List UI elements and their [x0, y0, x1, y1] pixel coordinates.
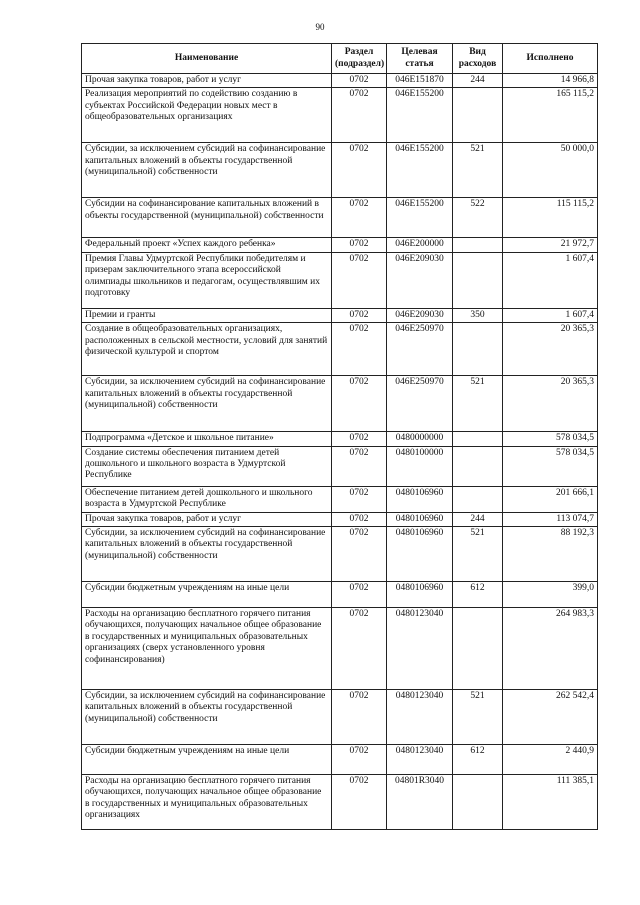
row-amount: 578 034,5	[503, 446, 598, 486]
row-name: Субсидии на софинансирование капитальных вложений в объекты государственной (муниципальной) собственности	[82, 198, 332, 238]
row-target: 0480123040	[387, 689, 453, 744]
row-section: 0702	[332, 198, 387, 238]
table-row	[82, 446, 598, 486]
header-section: Раздел (подраздел)	[332, 44, 387, 74]
table-row	[82, 88, 598, 143]
row-section: 0702	[332, 376, 387, 432]
table-row	[82, 198, 598, 238]
row-type	[453, 446, 503, 486]
row-target: 046E209030	[387, 308, 453, 322]
row-amount: 201 666,1	[503, 486, 598, 512]
table-row	[82, 323, 598, 376]
row-name: Субсидии, за исключением субсидий на софинансирование капитальных вложений в объекты государственной (муниципальной) собственности	[82, 526, 332, 581]
row-section: 0702	[332, 74, 387, 88]
row-name: Субсидии, за исключением субсидий на софинансирование капитальных вложений в объекты государственной (муниципальной) собственности	[82, 689, 332, 744]
row-target: 0480106960	[387, 512, 453, 526]
table-row	[82, 486, 598, 512]
row-amount: 113 074,7	[503, 512, 598, 526]
row-section: 0702	[332, 689, 387, 744]
row-type: 521	[453, 526, 503, 581]
row-name: Прочая закупка товаров, работ и услуг	[82, 512, 332, 526]
row-type	[453, 323, 503, 376]
row-type	[453, 252, 503, 308]
row-target: 0480123040	[387, 607, 453, 689]
row-amount: 1 607,4	[503, 308, 598, 322]
row-target: 046E155200	[387, 88, 453, 143]
row-amount: 399,0	[503, 581, 598, 607]
row-type	[453, 238, 503, 252]
row-amount: 115 115,2	[503, 198, 598, 238]
row-section: 0702	[332, 323, 387, 376]
budget-execution-table	[81, 43, 598, 830]
row-type	[453, 486, 503, 512]
row-section: 0702	[332, 581, 387, 607]
row-target: 046E209030	[387, 252, 453, 308]
row-target: 0480100000	[387, 446, 453, 486]
row-type	[453, 774, 503, 829]
row-amount: 2 440,9	[503, 744, 598, 774]
row-target: 0480106960	[387, 486, 453, 512]
row-target: 0480106960	[387, 526, 453, 581]
row-amount: 88 192,3	[503, 526, 598, 581]
row-name: Обеспечение питанием детей дошкольного и школьного возраста в Удмуртской Республике	[82, 486, 332, 512]
row-amount: 20 365,3	[503, 376, 598, 432]
table-row	[82, 308, 598, 322]
row-type: 612	[453, 744, 503, 774]
table-row	[82, 432, 598, 446]
row-type: 350	[453, 308, 503, 322]
row-amount: 21 972,7	[503, 238, 598, 252]
table-row	[82, 512, 598, 526]
row-name: Премии и гранты	[82, 308, 332, 322]
row-amount: 50 000,0	[503, 143, 598, 198]
table-row	[82, 238, 598, 252]
table-row	[82, 143, 598, 198]
row-amount: 1 607,4	[503, 252, 598, 308]
row-name: Субсидии, за исключением субсидий на софинансирование капитальных вложений в объекты государственной (муниципальной) собственности	[82, 376, 332, 432]
row-name: Субсидии бюджетным учреждениям на иные цели	[82, 581, 332, 607]
row-name: Создание в общеобразовательных организациях, расположенных в сельской местности, условий для занятий физической культурой и спортом	[82, 323, 332, 376]
row-type: 521	[453, 143, 503, 198]
row-section: 0702	[332, 446, 387, 486]
table-row	[82, 526, 598, 581]
row-type	[453, 432, 503, 446]
row-name: Подпрограмма «Детское и школьное питание»	[82, 432, 332, 446]
row-target: 04801R3040	[387, 774, 453, 829]
row-name: Расходы на организацию бесплатного горячего питания обучающихся, получающих начальное общее образование в государственных и муниципальных образовательных организациях	[82, 774, 332, 829]
row-section: 0702	[332, 143, 387, 198]
table-header-row	[82, 44, 598, 74]
row-target: 0480123040	[387, 744, 453, 774]
table-row	[82, 607, 598, 689]
row-target: 046E151870	[387, 74, 453, 88]
table-row	[82, 774, 598, 829]
row-section: 0702	[332, 744, 387, 774]
header-name: Наименование	[82, 44, 332, 74]
row-name: Премия Главы Удмуртской Республики победителям и призерам заключительного этапа всероссийской олимпиады школьников и педагогам, осуществлявшим их подготовку	[82, 252, 332, 308]
row-section: 0702	[332, 432, 387, 446]
row-type	[453, 88, 503, 143]
row-amount: 578 034,5	[503, 432, 598, 446]
row-target: 046E155200	[387, 143, 453, 198]
row-name: Субсидии, за исключением субсидий на софинансирование капитальных вложений в объекты государственной (муниципальной) собственности	[82, 143, 332, 198]
table-row	[82, 689, 598, 744]
table-row	[82, 74, 598, 88]
header-type: Вид расходов	[453, 44, 503, 74]
row-name: Субсидии бюджетным учреждениям на иные цели	[82, 744, 332, 774]
row-section: 0702	[332, 486, 387, 512]
row-name: Реализация мероприятий по содействию созданию в субъектах Российской Федерации новых мест в общеобразовательных организациях	[82, 88, 332, 143]
row-target: 046E250970	[387, 376, 453, 432]
row-amount: 20 365,3	[503, 323, 598, 376]
row-target: 046E200000	[387, 238, 453, 252]
row-name: Прочая закупка товаров, работ и услуг	[82, 74, 332, 88]
row-type: 244	[453, 74, 503, 88]
row-name: Федеральный проект «Успех каждого ребенка»	[82, 238, 332, 252]
table-row	[82, 376, 598, 432]
row-target: 046E155200	[387, 198, 453, 238]
row-section: 0702	[332, 774, 387, 829]
row-amount: 264 983,3	[503, 607, 598, 689]
page-number: 90	[315, 22, 325, 32]
row-amount: 111 385,1	[503, 774, 598, 829]
table-row	[82, 252, 598, 308]
row-type	[453, 607, 503, 689]
row-target: 046E250970	[387, 323, 453, 376]
header-target: Целевая статья	[387, 44, 453, 74]
row-type: 522	[453, 198, 503, 238]
row-section: 0702	[332, 252, 387, 308]
row-type: 244	[453, 512, 503, 526]
row-name: Расходы на организацию бесплатного горячего питания обучающихся, получающих начальное общее образование в государственных и муниципальных образовательных организациях (сверх установленного уровня софинансирования)	[82, 607, 332, 689]
row-amount: 14 966,8	[503, 74, 598, 88]
row-type: 521	[453, 376, 503, 432]
table-row	[82, 581, 598, 607]
row-type: 612	[453, 581, 503, 607]
row-target: 0480106960	[387, 581, 453, 607]
row-section: 0702	[332, 526, 387, 581]
row-name: Создание системы обеспечения питанием детей дошкольного и школьного возраста в Удмуртской Республике	[82, 446, 332, 486]
row-type: 521	[453, 689, 503, 744]
row-section: 0702	[332, 607, 387, 689]
row-section: 0702	[332, 308, 387, 322]
row-section: 0702	[332, 512, 387, 526]
table-row	[82, 744, 598, 774]
row-amount: 262 542,4	[503, 689, 598, 744]
header-amount: Исполнено	[503, 44, 598, 74]
row-section: 0702	[332, 238, 387, 252]
row-amount: 165 115,2	[503, 88, 598, 143]
row-target: 0480000000	[387, 432, 453, 446]
row-section: 0702	[332, 88, 387, 143]
